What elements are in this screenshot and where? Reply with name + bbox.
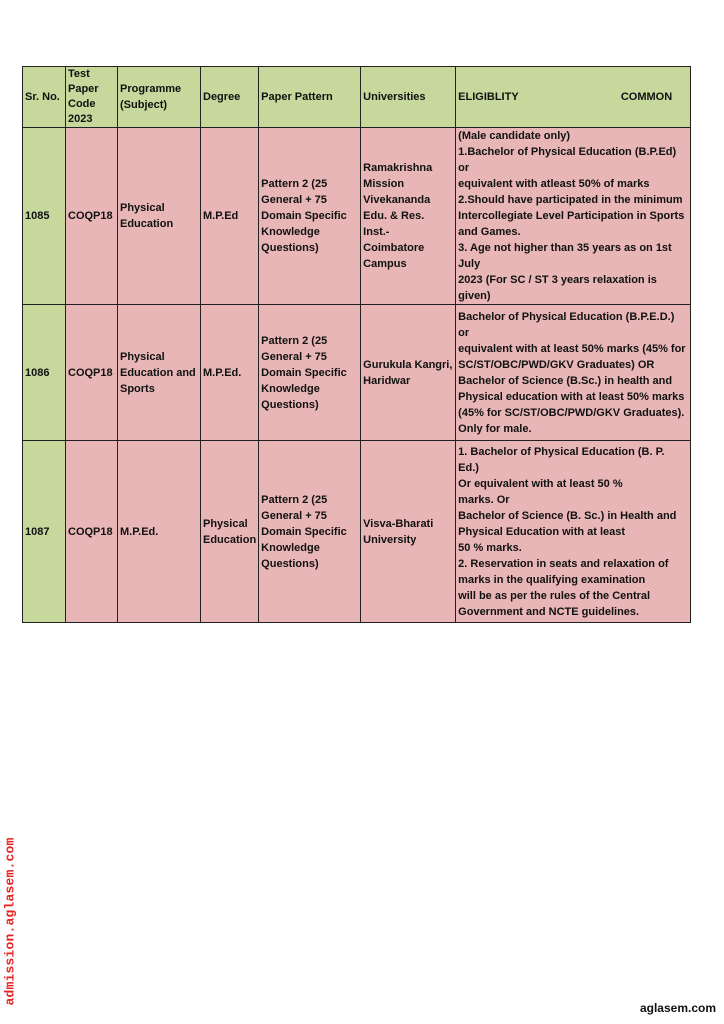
cell-sr-no: 1085: [23, 128, 66, 305]
cell-university: Ramakrishna Mission Vivekananda Edu. & Res. Inst.- Coimbatore Campus: [361, 128, 456, 305]
cell-university: Visva-Bharati University: [361, 441, 456, 623]
cell-eligibility: 1. Bachelor of Physical Education (B. P. Ed.) Or equivalent with at least 50 % marks. Or Bachelor of Science (B. Sc.) in Health and Physical Education with at least 50 % marks. 2. Reservation in seats and relaxation of marks in the qualifying examination will be as per the rules of the Central Government and NCTE guidelines.: [456, 441, 691, 623]
header-universities: Universities: [361, 67, 456, 128]
cell-paper-pattern: Pattern 2 (25 General + 75 Domain Specific Knowledge Questions): [259, 128, 361, 305]
header-paper-pattern: Paper Pattern: [259, 67, 361, 128]
cell-degree: M.P.Ed: [201, 128, 259, 305]
table-row: [23, 128, 691, 305]
cell-code: COQP18: [66, 128, 118, 305]
cell-programme: Physical Education: [118, 128, 201, 305]
cell-sr-no: 1086: [23, 305, 66, 441]
cell-programme: M.P.Ed.: [118, 441, 201, 623]
cell-university: Gurukula Kangri, Haridwar: [361, 305, 456, 441]
cell-sr-no: 1087: [23, 441, 66, 623]
table-header-row: [23, 67, 691, 128]
header-eligibility-label: ELIGIBLITY: [458, 91, 519, 103]
header-degree: Degree: [201, 67, 259, 128]
header-sr-no: Sr. No.: [23, 67, 66, 128]
table-row: [23, 441, 691, 623]
cell-eligibility: Bachelor of Physical Education (B.P.E.D.) or equivalent with at least 50% marks (45% for SC/ST/OBC/PWD/GKV Graduates) OR Bachelor of Science (B.Sc.) in health and Physical education with at least 50% marks (45% for SC/ST/OBC/PWD/GKV Graduates). Only for male.: [456, 305, 691, 441]
watermark-text: admission.aglasem.com: [2, 836, 18, 1006]
cell-code: COQP18: [66, 441, 118, 623]
cell-paper-pattern: Pattern 2 (25 General + 75 Domain Specific Knowledge Questions): [259, 441, 361, 623]
cell-paper-pattern: Pattern 2 (25 General + 75 Domain Specific Knowledge Questions): [259, 305, 361, 441]
header-eligibility: [456, 67, 691, 128]
header-programme: Programme (Subject): [118, 67, 201, 128]
cell-degree: M.P.Ed.: [201, 305, 259, 441]
header-test-paper-code: Test Paper Code 2023: [66, 67, 118, 128]
cell-degree: Physical Education: [201, 441, 259, 623]
header-common-label: COMMON: [620, 91, 673, 103]
table-row: [23, 305, 691, 441]
footer-brand: aglasem.com: [639, 1001, 716, 1015]
side-watermark: [0, 828, 20, 1014]
cell-code: COQP18: [66, 305, 118, 441]
cell-programme: Physical Education and Sports: [118, 305, 201, 441]
eligibility-table: [22, 66, 691, 623]
cell-eligibility: (Male candidate only) 1.Bachelor of Physical Education (B.P.Ed) or equivalent with atleast 50% of marks 2.Should have participated in the minimum Intercollegiate Level Participation in Sports and Games. 3. Age not higher than 35 years as on 1st July 2023 (For SC / ST 3 years relaxation is given): [456, 128, 691, 305]
